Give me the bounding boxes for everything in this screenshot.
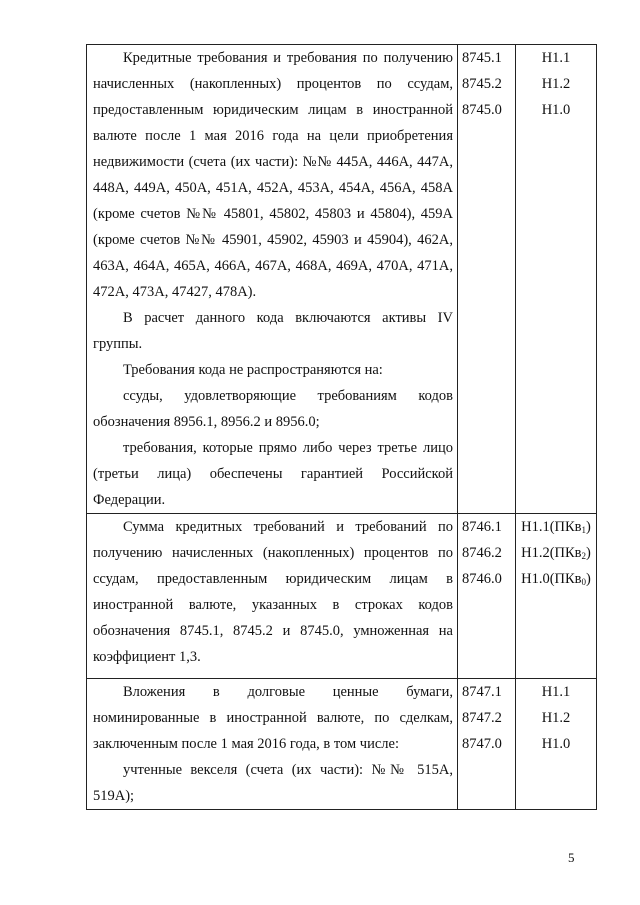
code-value: 8745.2 xyxy=(462,76,502,92)
norm-value: Н1.1 xyxy=(541,50,571,66)
page-number: 5 xyxy=(568,850,575,865)
paragraph: В расчет данного кода включаются активы IV группы. xyxy=(93,310,453,352)
code-value: 8746.1 xyxy=(462,519,502,535)
paragraph: требования, которые прямо либо через третье лицо (третьи лица) обеспечены гарантией Российской Федерации. xyxy=(93,440,453,508)
norm-value: Н1.2 xyxy=(541,710,571,726)
code-value: 8745.1 xyxy=(462,50,502,66)
norm-value: Н1.0 xyxy=(541,102,571,118)
norm-cell xyxy=(516,45,597,514)
paragraph: Сумма кредитных требований и требований по получению начисленных (накопленных) процентов по ссудам, предоставленным юридическим лицам в иностранной валюте, указанных в строках кодов обозначения 8745.1, 8745.2 и 8745.0, умноженная на коэффициент 1,3. xyxy=(93,519,453,665)
code-value: 8746.2 xyxy=(462,545,502,561)
paragraph: Кредитные требования и требования по получению начисленных (накопленных) процентов по ссудам, предоставленным юридическим лицам в иностранной валюте после 1 мая 2016 года на цели приобретения недвижимости (счета (их части): №№ 445А, 446А, 447А, 448А, 449А, 450А, 451А, 452А, 453А, 454А, 456А, 458А (кроме счетов №№ 45801, 45802, 45803 и 45804), 459А (кроме счетов №№ 45901, 45902, 45903 и 45904), 462А, 463А, 464А, 465А, 466А, 467А, 468А, 469А, 470А, 471А, 472А, 473А, 47427, 478А). xyxy=(93,50,453,300)
regulation-table xyxy=(86,44,597,810)
norm-cell xyxy=(516,679,597,810)
paragraph: учтенные векселя (счета (их части): №№ 515А, 519А); xyxy=(93,762,453,804)
code-value: 8747.1 xyxy=(462,684,502,700)
description-cell xyxy=(87,679,458,810)
norm-value: Н1.2 xyxy=(541,76,571,92)
description-cell xyxy=(87,45,458,514)
table-row xyxy=(87,514,597,679)
code-value: 8747.0 xyxy=(462,736,502,752)
norm-value: Н1.0 xyxy=(541,736,571,752)
code-value: 8745.0 xyxy=(462,102,502,118)
paragraph: Требования кода не распространяются на: xyxy=(123,362,383,378)
norm-cell xyxy=(516,514,597,679)
norm-subscript: 0 xyxy=(581,577,587,587)
code-value: 8746.0 xyxy=(462,571,502,587)
paragraph: Вложения в долговые ценные бумаги, номинированные в иностранной валюте, по сделкам, заключенным после 1 мая 2016 года, в том числе: xyxy=(93,684,453,752)
norm-value: Н1.2(ПКв$_2$) xyxy=(521,545,591,561)
description-cell xyxy=(87,514,458,679)
norm-value: Н1.1(ПКв$_1$) xyxy=(521,519,591,535)
table-row xyxy=(87,45,597,514)
code-cell xyxy=(458,45,516,514)
norm-subscript: 1 xyxy=(581,525,587,535)
code-cell xyxy=(458,514,516,679)
norm-subscript: 2 xyxy=(581,551,587,561)
paragraph: ссуды, удовлетворяющие требованиям кодов обозначения 8956.1, 8956.2 и 8956.0; xyxy=(93,388,453,430)
table-row xyxy=(87,679,597,810)
norm-value: Н1.1 xyxy=(541,684,571,700)
code-cell xyxy=(458,679,516,810)
norm-value: Н1.0(ПКв$_0$) xyxy=(521,571,591,587)
code-value: 8747.2 xyxy=(462,710,502,726)
